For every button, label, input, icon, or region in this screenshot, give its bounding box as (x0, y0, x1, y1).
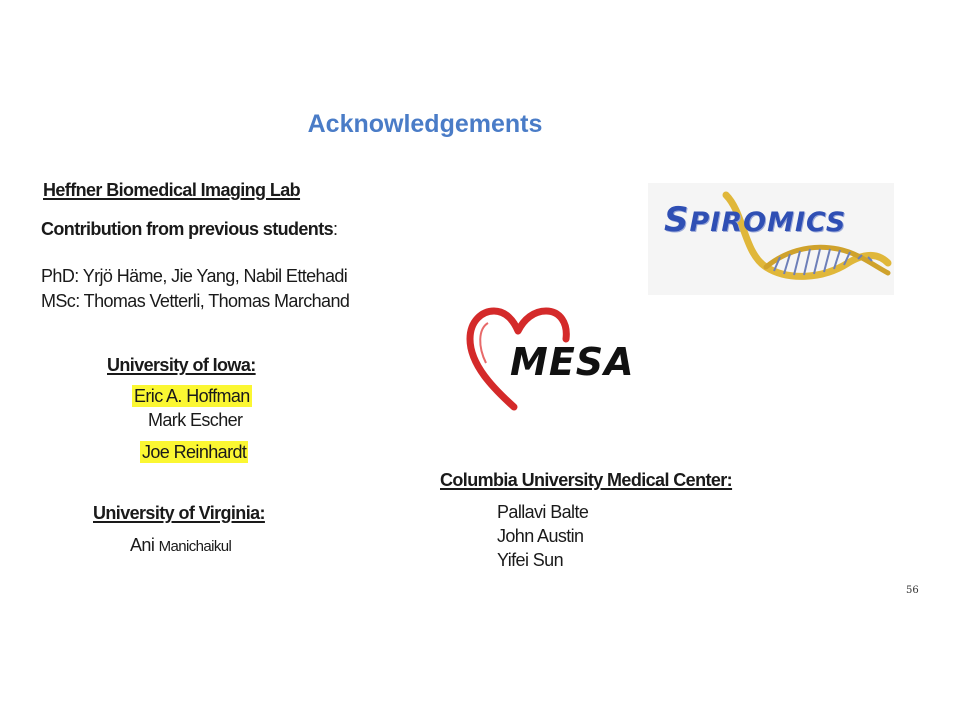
mesa-wordmark: MESA (510, 340, 635, 384)
virginia-last: Manichaikul (158, 538, 232, 555)
virginia-first: Ani (130, 535, 155, 555)
contribution-label: Contribution from previous students (41, 219, 333, 239)
spiromics-rest: PIROMICS (689, 207, 847, 238)
iowa-person: Mark Escher (148, 410, 243, 430)
columbia-person: Yifei Sun (497, 550, 563, 570)
iowa-person-name: Joe Reinhardt (142, 442, 247, 462)
slide-title: Acknowledgements (307, 110, 543, 138)
columbia-person: John Austin (497, 526, 584, 546)
iowa-person-name: Eric A. Hoffman (134, 386, 250, 406)
page-number: 56 (906, 585, 919, 596)
contribution-line (41, 219, 337, 240)
iowa-person (132, 386, 252, 407)
virginia-person (130, 535, 231, 556)
msc-students: MSc: Thomas Vetterli, Thomas Marchand (41, 291, 350, 311)
heffner-heading: Heffner Biomedical Imaging Lab (43, 180, 301, 200)
iowa-heading: University of Iowa: (107, 355, 256, 375)
iowa-person (140, 442, 248, 463)
columbia-heading: Columbia University Medical Center: (440, 470, 733, 490)
spiromics-wordmark (664, 200, 846, 240)
columbia-person: Pallavi Balte (497, 502, 589, 522)
phd-students: PhD: Yrjö Häme, Jie Yang, Nabil Ettehadi (41, 266, 348, 286)
contribution-colon: : (333, 219, 338, 239)
spiromics-initial: S (664, 200, 690, 240)
virginia-heading: University of Virginia: (93, 503, 265, 523)
